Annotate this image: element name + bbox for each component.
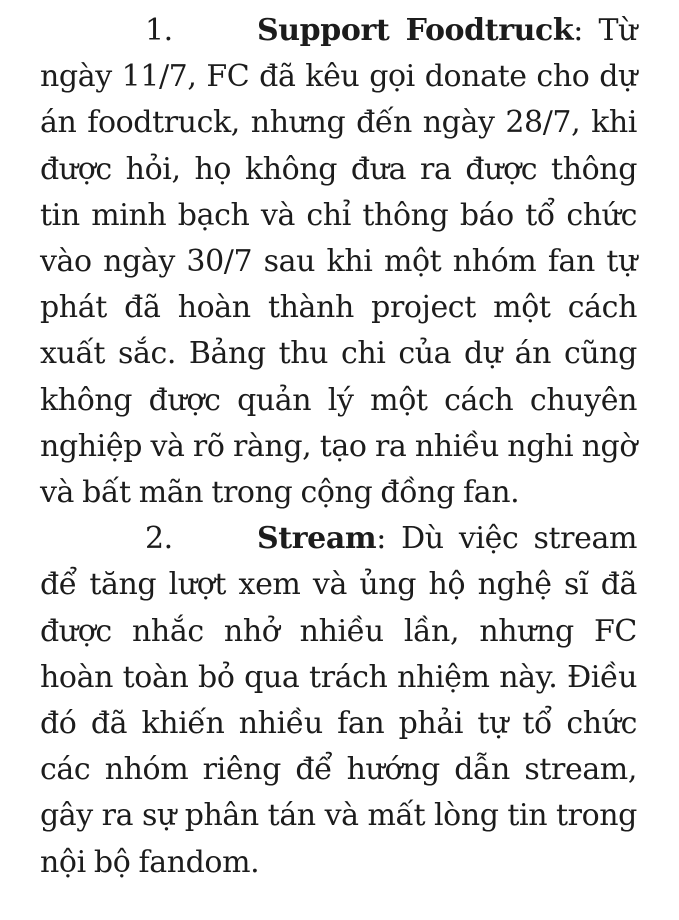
term-separator: :: [573, 13, 583, 48]
list-item-term: Support Foodtruck: [257, 13, 574, 48]
list-item-stream: [40, 516, 637, 886]
list-item-text: Dù việc stream để tăng lượt xem và ủng hộ nghệ sĩ đã được nhắc nhở nhiều lần, nhưng FC hoàn toàn bỏ qua trách nhiệm này. Điều đó đã khiến nhiều fan phải tự tổ chức các nhóm riêng để hướng dẫn stream, gây ra sự phân tán và mất lòng tin trong nội bộ fandom.: [40, 521, 637, 880]
list-item-text: Từ ngày 11/7, FC đã kêu gọi donate cho dự án foodtruck, nhưng đến ngày 28/7, khi được hỏi, họ không đưa ra được thông tin minh bạch và chỉ thông báo tổ chức vào ngày 30/7 sau khi một nhóm fan tự phát đã hoàn thành project một cách xuất sắc. Bảng thu chi của dự án cũng không được quản lý một cách chuyên nghiệp và rõ ràng, tạo ra nhiều nghi ngờ và bất mãn trong cộng đồng fan.: [40, 13, 637, 511]
term-separator: :: [376, 521, 386, 557]
list-number: 1.: [145, 13, 173, 48]
list-item-term: Stream: [257, 521, 377, 557]
document-body: [40, 8, 637, 886]
list-number: 2.: [145, 521, 173, 557]
list-item-support-foodtruck: [40, 8, 637, 516]
